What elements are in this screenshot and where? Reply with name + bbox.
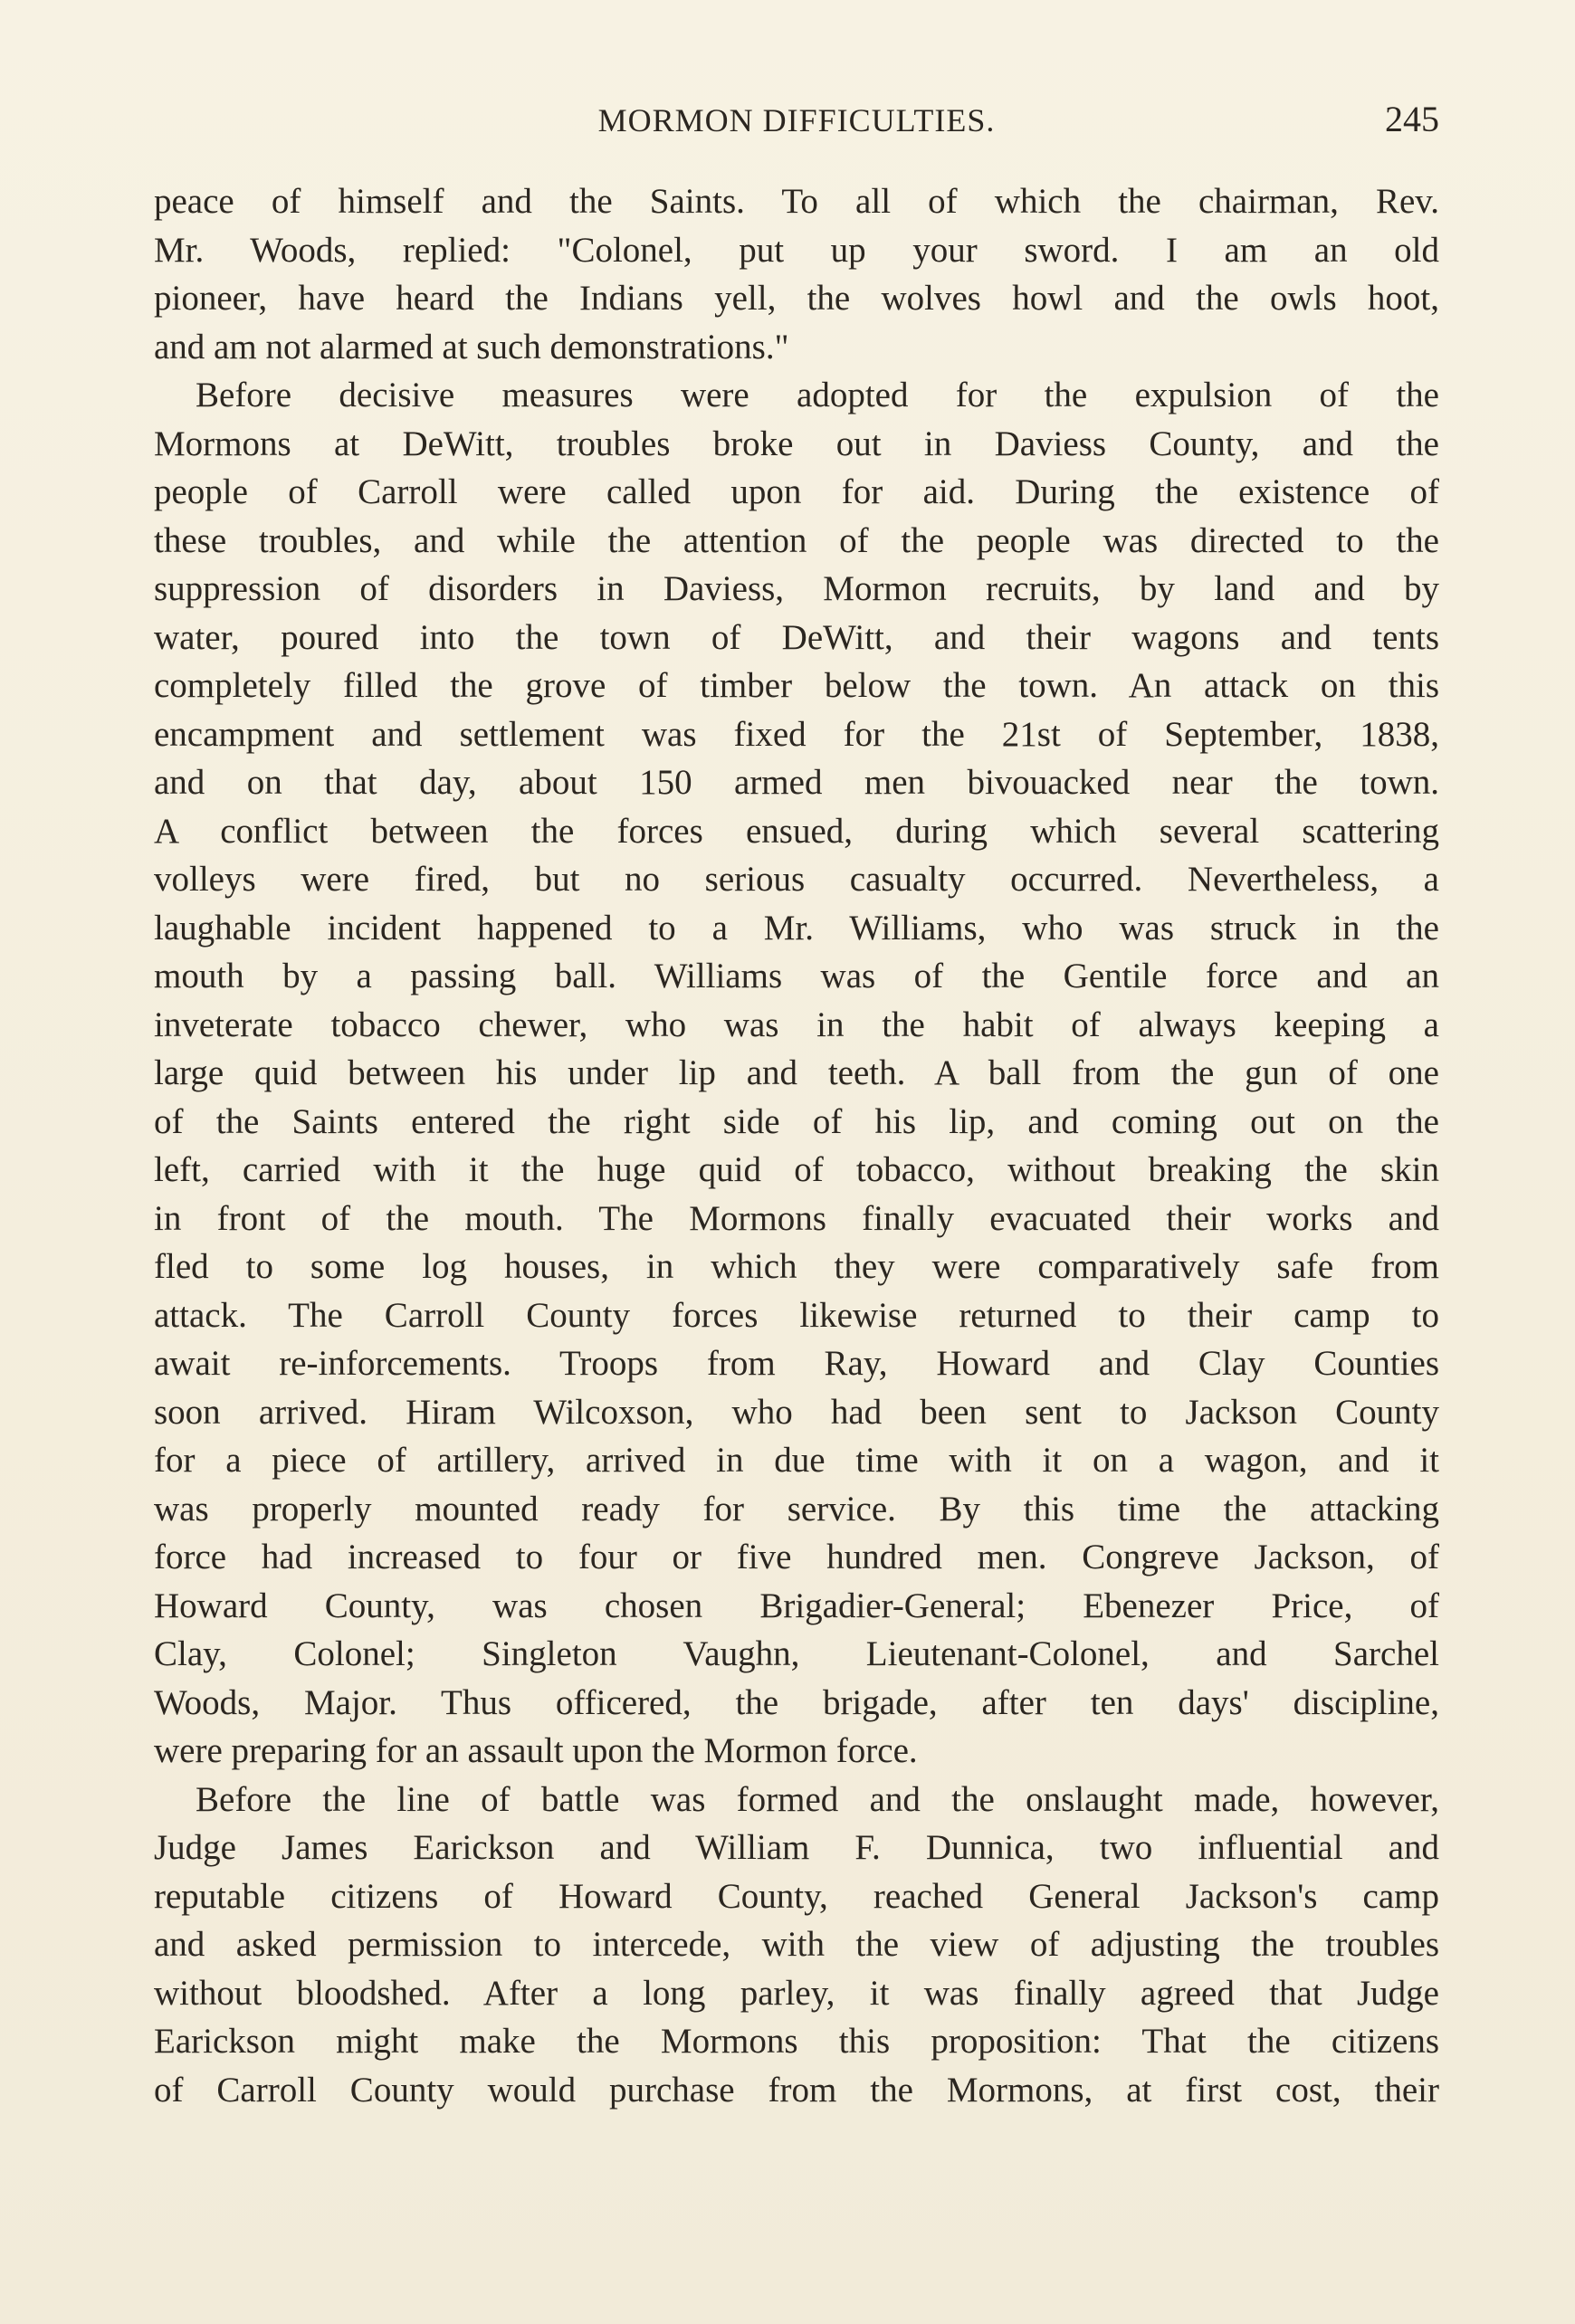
text-line: peace of himself and the Saints. To all of which the chairman, Rev. bbox=[154, 182, 1439, 221]
body-text bbox=[154, 177, 1439, 2114]
text-line: Earickson might make the Mormons this proposition: That the citizens bbox=[154, 2022, 1439, 2061]
text-line: attack. The Carroll County forces likewise returned to their camp to bbox=[154, 1295, 1439, 1335]
text-line: Before decisive measures were adopted for the expulsion of the bbox=[196, 376, 1439, 414]
text-line: volleys were fired, but no serious casualty occurred. Nevertheless, a bbox=[154, 860, 1439, 899]
text-line: A conflict between the forces ensued, during which several scattering bbox=[154, 811, 1439, 851]
text-line: Clay, Colonel; Singleton Vaughn, Lieutenant-Colonel, and Sarchel bbox=[154, 1634, 1439, 1673]
text-line: reputable citizens of Howard County, reached General Jackson's camp bbox=[154, 1876, 1439, 1916]
page-number: 245 bbox=[1385, 99, 1439, 139]
text-line: Mormons at DeWitt, troubles broke out in Daviess County, and the bbox=[154, 424, 1439, 463]
text-line: pioneer, have heard the Indians yell, the wolves howl and the owls hoot, bbox=[154, 279, 1439, 318]
text-line: Before the line of battle was formed and the onslaught made, however, bbox=[196, 1779, 1439, 1819]
text-line: Howard County, was chosen Brigadier-General; Ebenezer Price, of bbox=[154, 1586, 1439, 1625]
text-line: were preparing for an assault upon the Mormon force. bbox=[154, 1731, 918, 1770]
text-line: and on that day, about 150 armed men bivouacked near the town. bbox=[154, 763, 1439, 802]
text-line: Woods, Major. Thus officered, the brigade, after ten days' discipline, bbox=[154, 1682, 1439, 1722]
text-line: and am not alarmed at such demonstrations." bbox=[154, 327, 789, 367]
text-line: encampment and settlement was fixed for the 21st of September, 1838, bbox=[154, 714, 1439, 754]
text-line: laughable incident happened to a Mr. Williams, who was struck in the bbox=[154, 908, 1439, 948]
text-line: Mr. Woods, replied: "Colonel, put up your sword. I am an old bbox=[154, 230, 1439, 270]
text-line: water, poured into the town of DeWitt, and their wagons and tents bbox=[154, 617, 1439, 657]
text-line: large quid between his under lip and teeth. A ball from the gun of one bbox=[154, 1053, 1439, 1092]
text-line: suppression of disorders in Daviess, Mormon recruits, by land and by bbox=[154, 569, 1439, 608]
text-line: and asked permission to intercede, with the view of adjusting the troubles bbox=[154, 1925, 1439, 1964]
text-line: without bloodshed. After a long parley, it was finally agreed that Judge bbox=[154, 1973, 1439, 2013]
text-line: fled to some log houses, in which they were comparatively safe from bbox=[154, 1247, 1439, 1286]
text-line: of the Saints entered the right side of his lip, and coming out on the bbox=[154, 1101, 1439, 1141]
running-head bbox=[154, 101, 1439, 156]
text-line: of Carroll County would purchase from the Mormons, at first cost, their bbox=[154, 2070, 1439, 2110]
paragraph-3 bbox=[154, 1776, 1439, 2115]
paragraph-1 bbox=[154, 177, 1439, 371]
text-line: left, carried with it the huge quid of tobacco, without breaking the skin bbox=[154, 1150, 1439, 1189]
text-line: await re-inforcements. Troops from Ray, Howard and Clay Counties bbox=[154, 1344, 1439, 1383]
text-line: for a piece of artillery, arrived in due time with it on a wagon, and it bbox=[154, 1441, 1439, 1480]
text-line: people of Carroll were called upon for aid. During the existence of bbox=[154, 472, 1439, 511]
running-title: MORMON DIFFICULTIES. bbox=[597, 102, 996, 138]
text-line: inveterate tobacco chewer, who was in the habit of always keeping a bbox=[154, 1005, 1439, 1044]
text-line: in front of the mouth. The Mormons finally evacuated their works and bbox=[154, 1198, 1439, 1238]
text-line: soon arrived. Hiram Wilcoxson, who had been sent to Jackson County bbox=[154, 1392, 1439, 1432]
text-line: was properly mounted ready for service. By this time the attacking bbox=[154, 1489, 1439, 1529]
paragraph-2 bbox=[154, 371, 1439, 1776]
text-line: these troubles, and while the attention of the people was directed to the bbox=[154, 520, 1439, 560]
text-line: force had increased to four or five hundred men. Congreve Jackson, of bbox=[154, 1538, 1439, 1576]
text-line: mouth by a passing ball. Williams was of the Gentile force and an bbox=[154, 957, 1439, 995]
text-line: completely filled the grove of timber below the town. An attack on this bbox=[154, 666, 1439, 705]
text-line: Judge James Earickson and William F. Dunnica, two influential and bbox=[154, 1828, 1439, 1867]
